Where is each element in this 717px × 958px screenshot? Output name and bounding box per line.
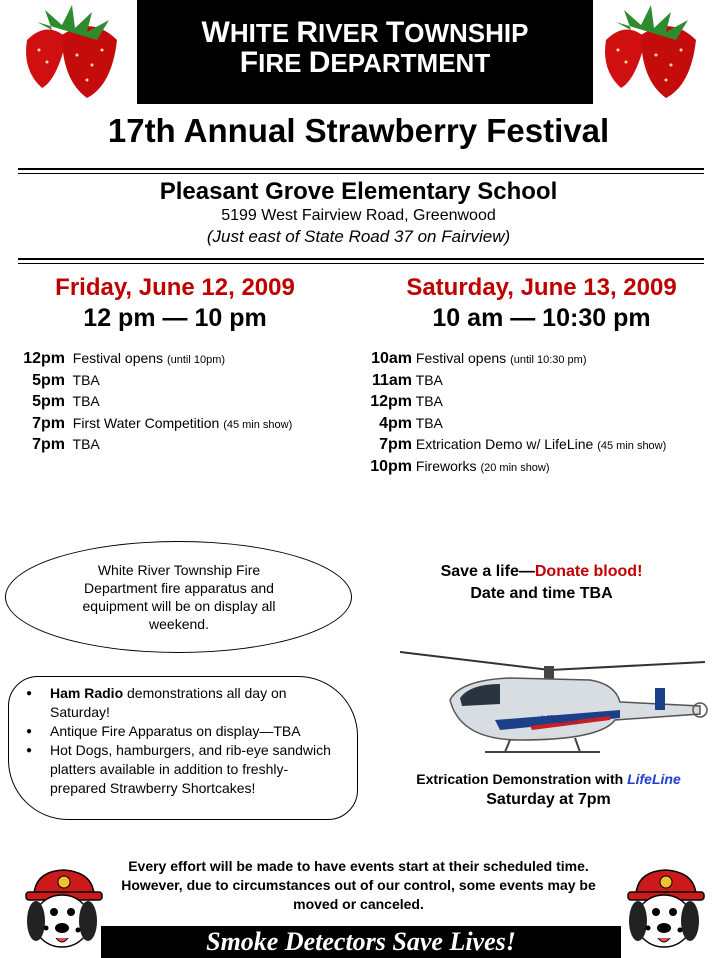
event-time: 5pm: [32, 371, 65, 389]
strawberry-image-right: [596, 0, 714, 104]
event-label: TBA: [72, 371, 100, 388]
divider-top-2: [18, 173, 704, 174]
antique-apparatus-text: Antique Fire Apparatus on display—TBA: [50, 723, 301, 739]
bullet-icon: ●: [26, 726, 33, 737]
helicopter-image: [400, 640, 717, 760]
bullet-icon: ●: [26, 745, 33, 756]
divider-top-1: [18, 168, 704, 170]
list-item: [24, 741, 344, 798]
event-time: 10am: [371, 350, 412, 367]
event-note: (45 min show): [597, 440, 667, 452]
schedule-row: [362, 391, 666, 413]
blood-drive: [380, 561, 703, 605]
extrication-demo: [380, 770, 717, 812]
festival-title: 17th Annual Strawberry Festival: [107, 112, 610, 149]
strawberry-image-left: [17, 0, 135, 104]
schedule-row: [362, 348, 666, 370]
event-time: 7pm: [32, 436, 65, 453]
ham-radio-label: Ham Radio: [50, 685, 124, 701]
bullet-icon: ●: [26, 688, 33, 699]
saturday-schedule: [362, 348, 666, 477]
event-note: (20 min show): [480, 461, 550, 474]
schedule-row: [14, 434, 292, 456]
event-time: 7pm: [379, 436, 412, 453]
ham-radio-text: demonstrations all day on Saturday!: [50, 685, 287, 720]
event-time: 5pm: [32, 393, 65, 410]
friday-header: [0, 274, 350, 334]
schedule-disclaimer: Every effort will be made to have events start at their scheduled time. However, due to circumstances out of our control, some events may be moved or canceled.: [121, 858, 596, 912]
schedule-row: [362, 456, 666, 478]
event-time: 10pm: [370, 457, 412, 475]
extrication-line1: Extrication Demonstration with LifeLine: [416, 771, 681, 787]
schedule-row: [14, 413, 292, 435]
schedule-row: [362, 370, 666, 392]
event-label: TBA: [72, 393, 100, 409]
food-text: Hot Dogs, hamburgers, and rib-eye sandwich platters available in addition to freshly-prepared Strawberry Shortcakes!: [50, 742, 331, 796]
event-label: TBA: [72, 436, 100, 452]
event-note: (until 10pm): [166, 354, 226, 366]
event-label: First Water Competition: [72, 414, 220, 431]
event-time: 12pm: [370, 393, 412, 410]
venue-note: (Just east of State Road 37 on Fairview): [206, 227, 511, 246]
friday-date: Friday, June 12, 2009: [55, 274, 295, 301]
divider-mid-2: [18, 263, 704, 264]
apparatus-text: White River Township Fire Department fire apparatus and equipment will be on display all weekend.: [82, 562, 276, 632]
friday-hours: 12 pm — 10 pm: [83, 304, 267, 332]
event-label: TBA: [415, 371, 443, 388]
event-note: (45 min show): [223, 418, 293, 431]
dalmatian-mascot-right: [618, 866, 710, 956]
dalmatian-mascot-left: [16, 866, 108, 956]
venue-name: Pleasant Grove Elementary School: [159, 178, 558, 205]
extrication-line2: Saturday at 7pm: [486, 791, 611, 808]
saturday-date: Saturday, June 13, 2009: [406, 274, 677, 301]
event-label: TBA: [415, 393, 443, 409]
schedule-row: [362, 434, 666, 456]
department-name-line1: WHITE RIVER TOWNSHIP: [201, 16, 529, 49]
event-label: Fireworks: [415, 457, 477, 474]
saturday-header: [370, 274, 713, 334]
department-title-box: [137, 0, 593, 104]
smoke-detector-banner: Smoke Detectors Save Lives!: [101, 926, 621, 958]
event-time: 7pm: [32, 414, 65, 432]
event-time: 11am: [371, 371, 412, 389]
divider-mid-1: [18, 258, 704, 260]
event-note: (until 10:30 pm): [510, 354, 587, 366]
helicopter-lifeline-text: LifeLine: [540, 714, 579, 726]
schedule-row: [14, 370, 292, 392]
features-list: [24, 684, 344, 798]
event-label: TBA: [415, 414, 443, 431]
department-name-line2: FIRE DEPARTMENT: [239, 46, 491, 79]
list-item: [24, 684, 344, 722]
venue-block: [0, 178, 717, 248]
blood-drive-line1: Save a life—Donate blood!: [440, 563, 643, 580]
list-item: [24, 722, 344, 741]
event-time: 4pm: [379, 414, 412, 432]
schedule-row: [362, 413, 666, 435]
event-label: Festival opens: [72, 350, 164, 366]
venue-address: 5199 West Fairview Road, Greenwood: [221, 207, 496, 224]
event-label: Extrication Demo w/ LifeLine: [415, 436, 594, 452]
event-label: Festival opens: [415, 350, 507, 366]
friday-schedule: [14, 348, 292, 456]
blood-drive-line2: Date and time TBA: [470, 585, 613, 602]
event-time: 12pm: [23, 350, 65, 367]
schedule-row: [14, 391, 292, 413]
schedule-row: [14, 348, 292, 370]
saturday-hours: 10 am — 10:30 pm: [432, 304, 651, 332]
